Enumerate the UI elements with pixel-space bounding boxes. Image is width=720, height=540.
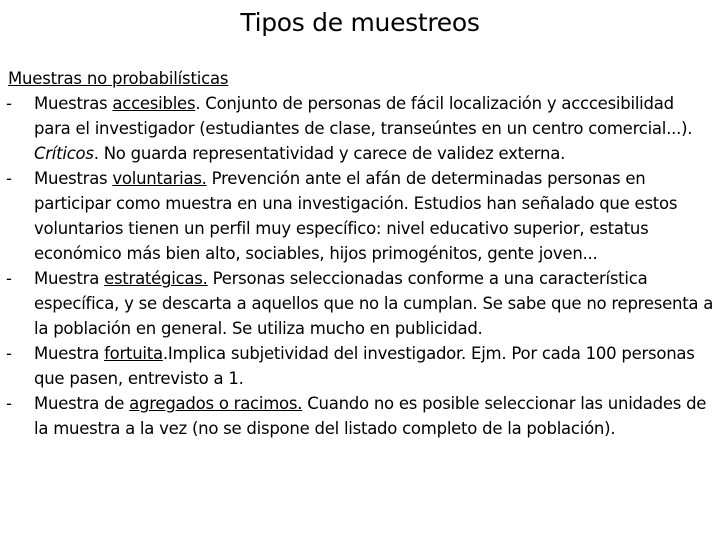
- bullet-text: Personas seleccionadas conforme a una característica específica, y se descarta a aquellos que no la cumplan. Se sabe que no representa a la población en general. Se utiliza mucho en publicidad.: [34, 269, 714, 338]
- bullet-item-accesibles: [0, 91, 714, 166]
- bullet-text: .Implica subjetividad del investigador. Ejm. Por cada 100 personas que pasen, entrevisto a 1.: [34, 344, 695, 388]
- section-heading: Muestras no probabilísticas: [8, 69, 229, 88]
- bullet-marker: -: [6, 269, 12, 288]
- bullet-term: voluntarias.: [112, 169, 207, 188]
- slide-title: Tipos de muestreos: [240, 8, 480, 37]
- bullet-text: Prevención ante el afán de determinadas personas en participar como muestra en una investigación. Estudios han señalado que estos voluntarios tienen un perfil muy específico: nivel educativo superior, estatus económico más bien alto, sociables, hijos primogénitos, gente joven...: [34, 169, 678, 263]
- bullet-lead: Muestra: [34, 344, 105, 363]
- bullet-item-fortuita: [0, 341, 714, 391]
- bullet-list: [0, 91, 714, 441]
- bullet-item-racimos: [0, 391, 714, 441]
- bullet-lead: Muestras: [34, 169, 113, 188]
- bullet-lead: Muestra de: [34, 394, 130, 413]
- bullet-marker: -: [6, 394, 12, 413]
- bullet-term: accesibles: [112, 94, 196, 113]
- bullet-term: estratégicas.: [104, 269, 208, 288]
- bullet-marker: -: [6, 94, 12, 113]
- bullet-term: fortuita: [104, 344, 163, 363]
- bullet-item-estrategicas: [0, 266, 714, 341]
- bullet-lead: Muestra: [34, 269, 105, 288]
- bullet-tail: . No guarda representatividad y carece de validez externa.: [93, 144, 566, 163]
- bullet-term: agregados o racimos.: [129, 394, 303, 413]
- bullet-lead: Muestras: [34, 94, 113, 113]
- bullet-text: . Conjunto de personas de fácil localización y acccesibilidad para el investigador (estudiantes de clase, transeúntes en un centro comercial...).: [34, 94, 693, 138]
- bullet-item-voluntarias: [0, 166, 714, 266]
- bullet-italic-term: Críticos: [34, 144, 94, 163]
- bullet-marker: -: [6, 344, 12, 363]
- bullet-text: Cuando no es posible seleccionar las unidades de la muestra a la vez (no se dispone del listado completo de la población).: [34, 394, 707, 438]
- bullet-marker: -: [6, 169, 12, 188]
